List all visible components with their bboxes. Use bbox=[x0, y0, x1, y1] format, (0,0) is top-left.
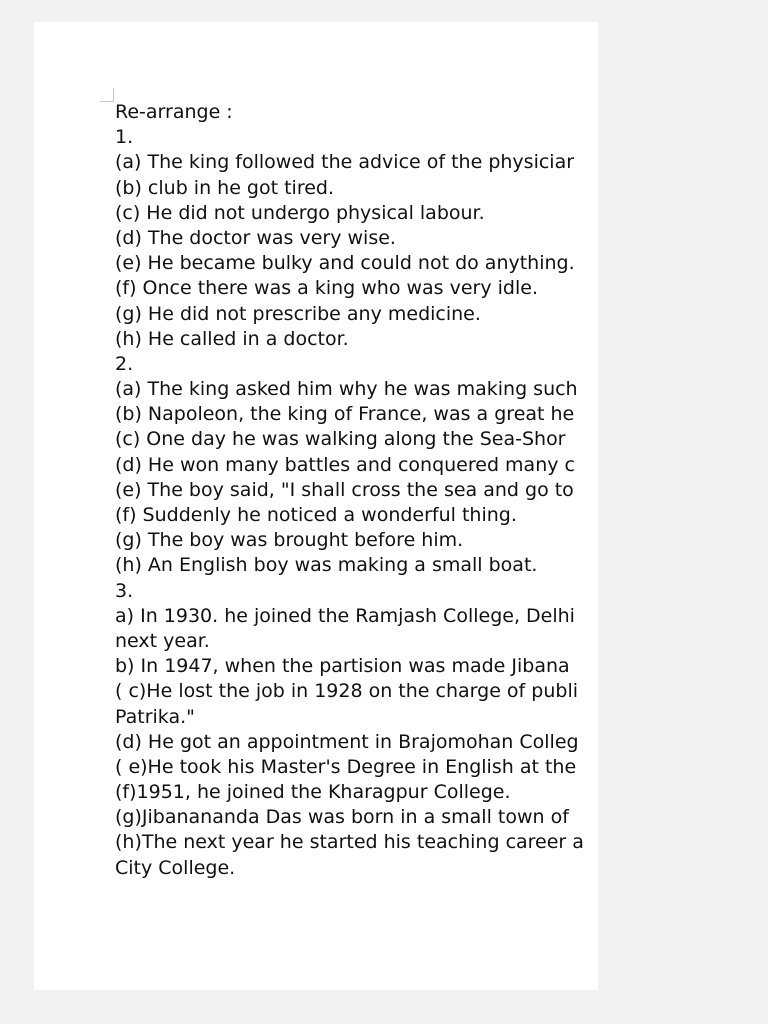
text-line: a) In 1930. he joined the Ramjash College, Delhi bbox=[115, 604, 575, 627]
text-line: Patrika." bbox=[115, 705, 195, 728]
text-line: (h)The next year he started his teaching career a bbox=[115, 831, 584, 854]
text-line: (f)1951, he joined the Kharagpur College. bbox=[115, 781, 511, 804]
text-line: (e) The boy said, "I shall cross the sea and go to bbox=[115, 478, 574, 501]
section-number: 2. bbox=[115, 352, 134, 375]
text-line: (b) club in he got tired. bbox=[115, 176, 335, 199]
text-line: b) In 1947, when the partision was made Jibana bbox=[115, 655, 570, 678]
text-line: (g) He did not prescribe any medicine. bbox=[115, 302, 481, 325]
section-number: 3. bbox=[115, 579, 134, 602]
margin-corner-mark bbox=[100, 101, 114, 102]
text-line: (f) Suddenly he noticed a wonderful thing. bbox=[115, 504, 517, 526]
text-line: (c) One day he was walking along the Sea-Shor bbox=[115, 428, 566, 451]
text-line: City College. bbox=[115, 856, 236, 879]
text-line: (d) The doctor was very wise. bbox=[115, 226, 396, 249]
text-line: (d) He got an appointment in Brajomohan Colleg bbox=[115, 730, 579, 753]
heading: Re-arrange : bbox=[115, 101, 233, 123]
text-line: (a) The king asked him why he was making such bbox=[115, 378, 578, 401]
text-line: (g) The boy was brought before him. bbox=[115, 529, 464, 552]
text-line: (d) He won many battles and conquered many c bbox=[115, 453, 575, 476]
text-line: (h) He called in a doctor. bbox=[115, 327, 349, 350]
text-line: ( e)He took his Master's Degree in English at the bbox=[115, 755, 577, 778]
document-page bbox=[34, 22, 598, 990]
text-line: (g)Jibanananda Das was born in a small town of bbox=[115, 806, 569, 829]
text-line: ( c)He lost the job in 1928 on the charge of publi bbox=[115, 680, 578, 703]
document-body bbox=[115, 100, 598, 881]
section-number: 1. bbox=[115, 126, 134, 149]
text-line: (f) Once there was a king who was very idle. bbox=[115, 277, 539, 300]
text-line: (a) The king followed the advice of the physiciar bbox=[115, 151, 575, 174]
text-line: (e) He became bulky and could not do anything. bbox=[115, 252, 575, 275]
text-line: next year. bbox=[115, 629, 210, 652]
text-line: (b) Napoleon, the king of France, was a great he bbox=[115, 403, 575, 426]
text-line: (h) An English boy was making a small boat. bbox=[115, 554, 538, 577]
margin-corner-mark bbox=[113, 88, 114, 102]
text-line: (c) He did not undergo physical labour. bbox=[115, 201, 485, 224]
